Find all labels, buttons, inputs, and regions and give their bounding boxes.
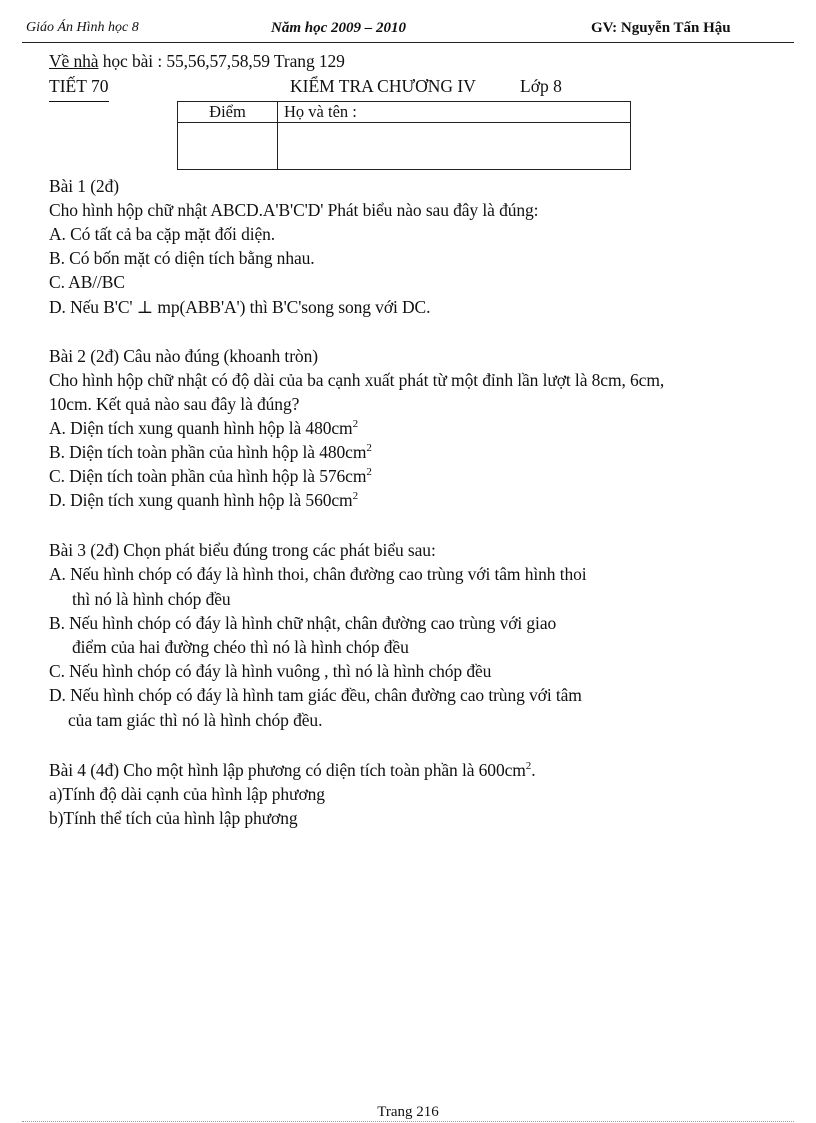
tiet-label: TIẾT 70 bbox=[49, 76, 109, 96]
bai2-heading: Bài 2 (2đ) Câu nào đúng (khoanh tròn) bbox=[49, 346, 318, 366]
bai4-part-b: b)Tính thể tích của hình lập phương bbox=[49, 808, 298, 828]
bai3-option-b-line2: điểm của hai đường chéo thì nó là hình chóp đều bbox=[72, 637, 409, 657]
bai3-heading: Bài 3 (2đ) Chọn phát biểu đúng trong các phát biểu sau: bbox=[49, 540, 436, 560]
bai2-question-line1: Cho hình hộp chữ nhật có độ dài của ba cạnh xuất phát từ một đỉnh lần lượt là 8cm, 6cm, bbox=[49, 370, 665, 390]
bai3-option-b-line1: B. Nếu hình chóp có đáy là hình chữ nhật, chân đường cao trùng với giao bbox=[49, 613, 557, 633]
grade-label: Lớp 8 bbox=[520, 76, 562, 96]
bai3-option-a-line1: A. Nếu hình chóp có đáy là hình thoi, chân đường cao trùng với tâm hình thoi bbox=[49, 564, 587, 584]
bai2-option-d-text: D. Diện tích xung quanh hình hộp là 560cm bbox=[49, 490, 353, 510]
bai4-heading-text: Bài 4 (4đ) Cho một hình lập phương có diện tích toàn phần là 600cm bbox=[49, 760, 526, 780]
bai3-option-d-line1: D. Nếu hình chóp có đáy là hình tam giác đều, chân đường cao trùng với tâm bbox=[49, 685, 582, 705]
bai2-option-b-exp: 2 bbox=[366, 442, 372, 455]
bai2-option-c bbox=[49, 466, 372, 487]
bai4-heading-exp: 2 bbox=[525, 760, 532, 773]
bai3-option-d-line2: của tam giác thì nó là hình chóp đều. bbox=[68, 710, 323, 730]
bai2-option-d-exp: 2 bbox=[352, 490, 358, 503]
bai1-option-d: D. Nếu B'C' ⊥ mp(ABB'A') thì B'C'song song với DC. bbox=[49, 297, 431, 317]
score-table bbox=[177, 101, 631, 170]
bai2-option-a bbox=[49, 418, 358, 439]
bai2-option-a-exp: 2 bbox=[352, 418, 358, 431]
bai1-option-c: C. AB//BC bbox=[49, 272, 125, 292]
homework-line bbox=[49, 51, 345, 72]
bai4-part-a: a)Tính độ dài cạnh của hình lập phương bbox=[49, 784, 325, 804]
bai1-option-a: A. Có tất cả ba cặp mặt đối diện. bbox=[49, 224, 276, 244]
bai1-heading: Bài 1 (2đ) bbox=[49, 176, 119, 196]
name-cell[interactable] bbox=[278, 123, 631, 170]
header-rule bbox=[22, 42, 794, 43]
score-header: Điểm bbox=[178, 102, 278, 123]
bai2-option-b bbox=[49, 442, 372, 463]
footer-rule bbox=[22, 1121, 794, 1122]
bai3-option-a-line2: thì nó là hình chóp đều bbox=[72, 589, 231, 609]
page-number: Trang 216 bbox=[377, 1104, 439, 1120]
bai3-option-c: C. Nếu hình chóp có đáy là hình vuông , thì nó là hình chóp đều bbox=[49, 661, 492, 681]
header-right: GV: Nguyễn Tấn Hậu bbox=[591, 20, 731, 36]
homework-text: học bài : 55,56,57,58,59 Trang 129 bbox=[98, 51, 345, 71]
tiet-underline bbox=[49, 101, 109, 102]
bai2-question-line2: 10cm. Kết quả nào sau đây là đúng? bbox=[49, 394, 300, 414]
bai4-heading-tail: . bbox=[531, 760, 536, 780]
exam-title: KIỂM TRA CHƯƠNG IV bbox=[290, 76, 476, 96]
header-center: Năm học 2009 – 2010 bbox=[271, 20, 406, 36]
header-left: Giáo Án Hình học 8 bbox=[26, 20, 139, 35]
score-cell[interactable] bbox=[178, 123, 278, 170]
bai2-option-d bbox=[49, 490, 358, 511]
bai2-option-b-text: B. Diện tích toàn phần của hình hộp là 480cm bbox=[49, 442, 367, 462]
bai2-option-c-exp: 2 bbox=[366, 466, 372, 479]
bai4-heading bbox=[49, 760, 535, 781]
bai1-option-b: B. Có bốn mặt có diện tích bằng nhau. bbox=[49, 248, 315, 268]
homework-label: Về nhà bbox=[49, 51, 99, 71]
name-header: Họ và tên : bbox=[278, 102, 631, 123]
bai2-option-a-text: A. Diện tích xung quanh hình hộp là 480cm bbox=[49, 418, 353, 438]
bai2-option-c-text: C. Diện tích toàn phần của hình hộp là 576cm bbox=[49, 466, 367, 486]
bai1-question: Cho hình hộp chữ nhật ABCD.A'B'C'D' Phát biểu nào sau đây là đúng: bbox=[49, 200, 539, 220]
